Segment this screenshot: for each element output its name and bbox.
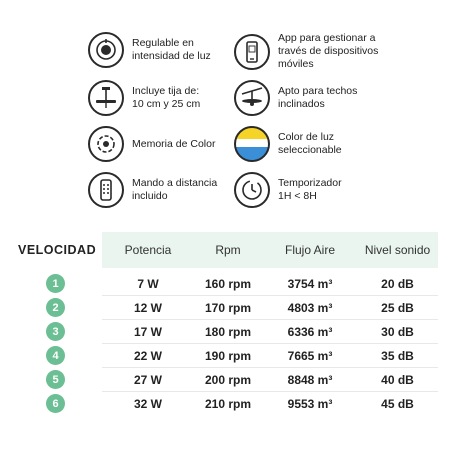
- rpm-cell: 180 rpm: [204, 325, 252, 339]
- noise-cell: 25 dB: [381, 301, 414, 315]
- table-header: [0, 232, 452, 268]
- feature-remote-control-text: Mando a distancia incluido: [132, 177, 218, 202]
- power-cell: 17 W: [133, 325, 162, 339]
- airflow-cell: 7665 m³: [287, 349, 333, 363]
- feature-remote-control: [88, 172, 217, 208]
- feature-downrod: [88, 80, 200, 116]
- timer-icon: [234, 172, 270, 208]
- downrod-icon: [88, 80, 124, 116]
- rpm-column-header: Rpm: [215, 243, 241, 257]
- row-divider: [102, 391, 438, 392]
- dimmer-icon: [88, 32, 124, 68]
- feature-color-memory-text: Memoria de Color: [132, 137, 216, 150]
- power-cell: 7 W: [137, 277, 159, 291]
- speed-column-header: VELOCIDAD: [18, 243, 97, 257]
- speed-badge: 1: [46, 274, 65, 293]
- airflow-column-header: Flujo Aire: [284, 243, 336, 257]
- feature-light-color-text: Color de luz seleccionable: [278, 131, 342, 156]
- noise-column-header: Nivel sonido: [364, 243, 431, 257]
- table-row: [0, 322, 452, 342]
- power-cell: 22 W: [133, 349, 162, 363]
- feature-light-color: [234, 126, 342, 162]
- noise-cell: 45 dB: [381, 397, 414, 411]
- feature-downrod-text: Incluye tija de: 10 cm y 25 cm: [132, 85, 201, 110]
- rpm-cell: 190 rpm: [204, 349, 252, 363]
- feature-sloped-ceiling-text: Apto para techos inclinados: [278, 85, 358, 110]
- feature-mobile-app: [234, 32, 378, 71]
- power-cell: 32 W: [133, 397, 162, 411]
- speed-badge: 5: [46, 370, 65, 389]
- remote-control-icon: [88, 172, 124, 208]
- table-row: [0, 394, 452, 414]
- speed-table: [0, 232, 452, 411]
- speed-badge: 4: [46, 346, 65, 365]
- speed-badge: 3: [46, 322, 65, 341]
- airflow-cell: 9553 m³: [287, 397, 333, 411]
- power-cell: 12 W: [133, 301, 162, 315]
- airflow-cell: 4803 m³: [287, 301, 333, 315]
- speed-badge: 2: [46, 298, 65, 317]
- feature-dimmer-text: Regulable en intensidad de luz: [132, 37, 211, 62]
- feature-timer-text: Temporizador 1H < 8H: [278, 177, 342, 202]
- row-divider: [102, 319, 438, 320]
- table-row: [0, 274, 452, 294]
- airflow-cell: 3754 m³: [287, 277, 333, 291]
- sloped-ceiling-icon: [234, 80, 270, 116]
- noise-cell: 35 dB: [381, 349, 414, 363]
- noise-cell: 30 dB: [381, 325, 414, 339]
- table-row: [0, 370, 452, 390]
- color-memory-icon: [88, 126, 124, 162]
- rpm-cell: 210 rpm: [204, 397, 252, 411]
- feature-mobile-app-text: App para gestionar a través de dispositivos móviles: [278, 32, 379, 70]
- feature-color-memory: [88, 126, 215, 162]
- airflow-cell: 6336 m³: [287, 325, 333, 339]
- row-divider: [102, 343, 438, 344]
- rpm-cell: 170 rpm: [204, 301, 252, 315]
- rpm-cell: 160 rpm: [204, 277, 252, 291]
- speed-badge: 6: [46, 394, 65, 413]
- mobile-app-icon: [234, 34, 270, 70]
- row-divider: [102, 295, 438, 296]
- feature-timer: [234, 172, 342, 208]
- feature-dimmer: [88, 32, 211, 68]
- row-divider: [102, 367, 438, 368]
- table-row: [0, 298, 452, 318]
- airflow-cell: 8848 m³: [287, 373, 333, 387]
- light-color-icon: [234, 126, 270, 162]
- table-row: [0, 346, 452, 366]
- noise-cell: 40 dB: [381, 373, 414, 387]
- noise-cell: 20 dB: [381, 277, 414, 291]
- feature-sloped-ceiling: [234, 80, 357, 116]
- rpm-cell: 200 rpm: [204, 373, 252, 387]
- power-column-header: Potencia: [124, 243, 172, 257]
- power-cell: 27 W: [133, 373, 162, 387]
